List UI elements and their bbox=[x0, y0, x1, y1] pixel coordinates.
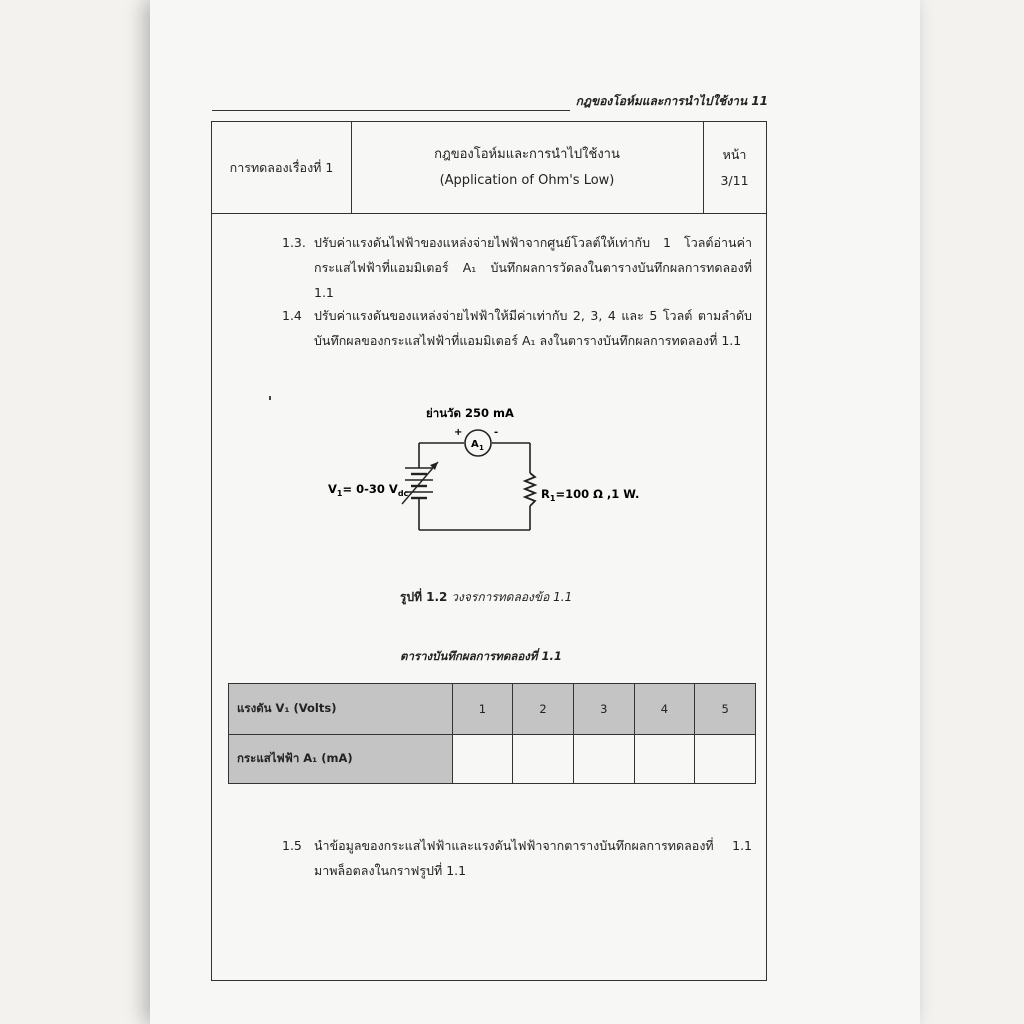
results-table bbox=[228, 683, 756, 784]
source-v: V bbox=[328, 482, 337, 496]
voltage-row bbox=[229, 684, 756, 735]
current-cell bbox=[452, 735, 513, 784]
current-cell bbox=[513, 735, 574, 784]
ammeter-subscript: 1 bbox=[479, 444, 484, 452]
circuit-diagram bbox=[320, 400, 650, 570]
current-row-label: กระแสไฟฟ้า A₁ (mA) bbox=[229, 735, 453, 784]
title-english: (Application of Ohm's Low) bbox=[439, 172, 615, 188]
step-1-3 bbox=[282, 230, 757, 310]
step-1-4 bbox=[282, 303, 757, 358]
experiment-title bbox=[351, 122, 704, 213]
resistor-value: =100 Ω ,1 W. bbox=[555, 487, 640, 501]
stray-mark bbox=[269, 396, 271, 400]
title-thai: กฎของโอห์มและการนำไปใช้งาน bbox=[434, 146, 620, 162]
page-label: หน้า bbox=[722, 146, 747, 162]
ammeter-minus: - bbox=[494, 427, 499, 438]
figure-caption bbox=[400, 588, 572, 607]
page-number-box bbox=[703, 122, 766, 213]
source-range: = 0-30 V bbox=[342, 482, 398, 496]
resistor-symbol bbox=[525, 473, 535, 506]
ammeter-label: A bbox=[471, 439, 479, 450]
figure-label: รูปที่ 1.2 bbox=[400, 590, 448, 604]
figure-text: วงจรการทดลองข้อ 1.1 bbox=[451, 590, 573, 604]
voltage-cell: 5 bbox=[695, 684, 756, 735]
voltage-cell: 3 bbox=[573, 684, 634, 735]
source-label bbox=[328, 482, 409, 498]
page-number: 3/11 bbox=[720, 172, 749, 188]
current-row bbox=[229, 735, 756, 784]
running-head bbox=[212, 92, 768, 111]
meter-range-label: ย่านวัด 250 mA bbox=[426, 406, 514, 420]
running-head-text: กฎของโอห์มและการนำไปใช้งาน 11 bbox=[570, 92, 768, 111]
current-cell bbox=[573, 735, 634, 784]
resistor-label bbox=[541, 487, 639, 503]
ammeter-plus: + bbox=[454, 427, 463, 438]
resistor-r: R bbox=[541, 487, 550, 501]
voltage-cell: 1 bbox=[452, 684, 513, 735]
current-cell bbox=[695, 735, 756, 784]
experiment-number: การทดลองเรื่องที่ 1 bbox=[212, 122, 352, 213]
step-number: 1.5 bbox=[282, 838, 302, 853]
current-cell bbox=[634, 735, 695, 784]
step-text: ปรับค่าแรงดันของแหล่งจ่ายไฟฟ้าให้มีค่าเท่ากับ 2, 3, 4 และ 5 โวลต์ ตามลำดับ บันทึกผลของกระแสไฟฟ้าที่แอมมิเตอร์ A₁ ลงในตารางบันทึกผลการทดลองที่ 1.1 bbox=[314, 308, 752, 348]
source-dc: dc bbox=[397, 489, 409, 498]
source-subscript: 1 bbox=[336, 489, 343, 498]
step-number: 1.3. bbox=[282, 235, 306, 250]
step-number: 1.4 bbox=[282, 308, 302, 323]
voltage-cell: 2 bbox=[513, 684, 574, 735]
experiment-header bbox=[212, 122, 766, 214]
step-text: นำข้อมูลของกระแสไฟฟ้าและแรงดันไฟฟ้าจากตารางบันทึกผลการทดลองที่ 1.1 มาพล็อตลงในกราฟรูปที่ 1.1 bbox=[314, 838, 752, 878]
voltage-row-label: แรงดัน V₁ (Volts) bbox=[229, 684, 453, 735]
table-title: ตารางบันทึกผลการทดลองที่ 1.1 bbox=[400, 649, 562, 663]
step-text: ปรับค่าแรงดันไฟฟ้าของแหล่งจ่ายไฟฟ้าจากศูนย์โวลต์ให้เท่ากับ 1 โวลต์อ่านค่ากระแสไฟฟ้าที่แอมมิเตอร์ A₁ บันทึกผลการวัดลงในตารางบันทึกผลการทดลองที่ 1.1 bbox=[314, 235, 752, 300]
voltage-cell: 4 bbox=[634, 684, 695, 735]
step-1-5 bbox=[282, 833, 757, 888]
resistor-subscript: 1 bbox=[549, 494, 556, 503]
